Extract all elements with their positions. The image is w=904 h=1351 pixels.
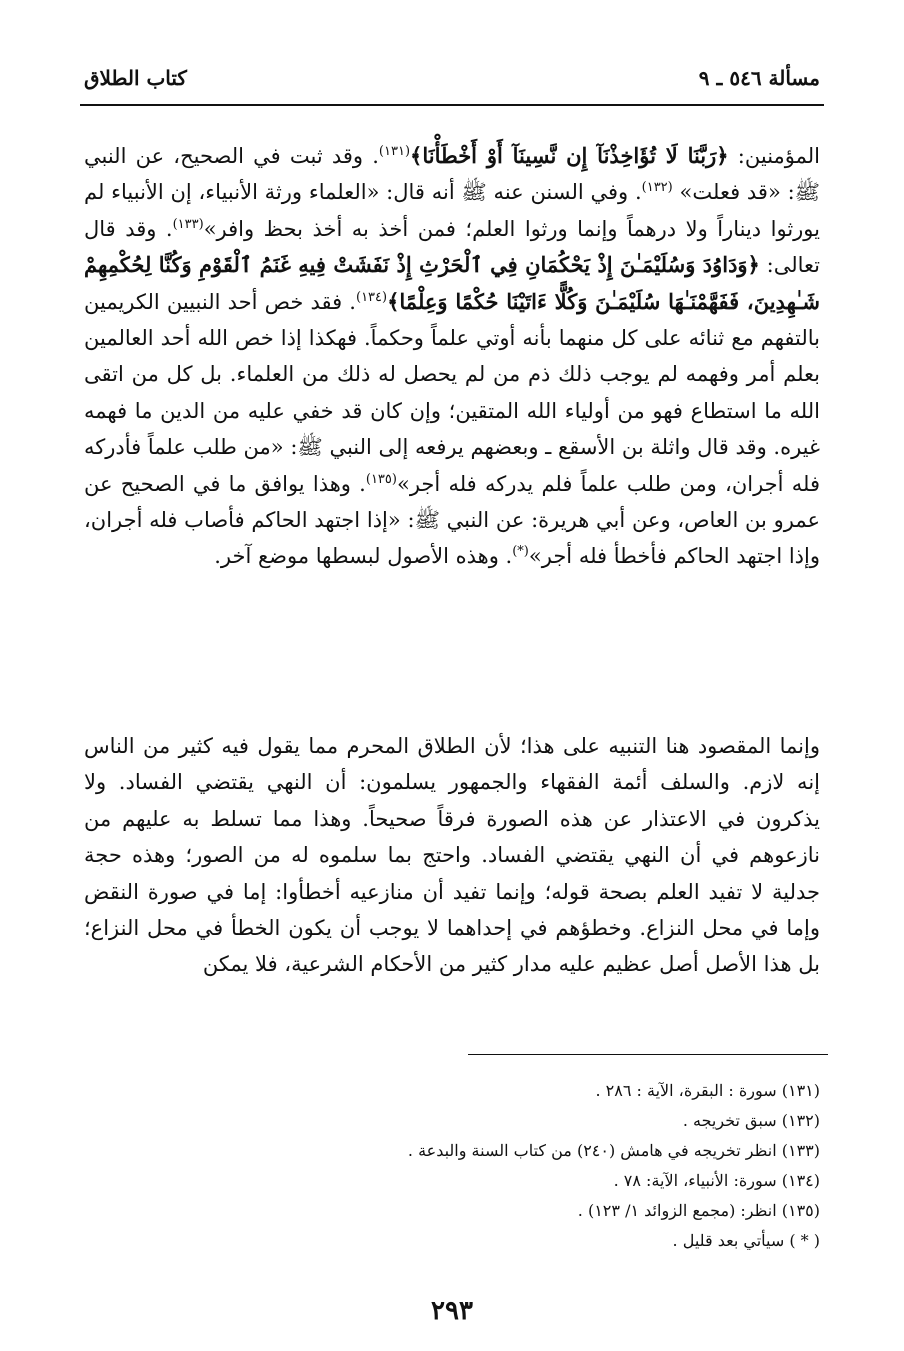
quran-verse-1: ﴿رَبَّنَا لَا تُؤَاخِذْنَآ إِن نَّسِينَآ أَوْ أَخْطَأْنَا﴾ bbox=[410, 143, 729, 168]
footnote-131: (١٣١) سورة : البقرة، الآية : ٢٨٦ . bbox=[595, 1081, 820, 1100]
quran-verse-2: ﴿وَدَاوُدَ وَسُلَيْمَـٰنَ إِذْ يَحْكُمَانِ فِي ٱلْحَرْثِ إِذْ نَفَشَتْ فِيهِ غَنَمُ ٱلْقَوْمِ وَكُنَّا لِحُكْمِهِمْ شَـٰهِدِينَ، فَفَهَّمْنَـٰهَا سُلَيْمَـٰنَ وَكُلًّا ءَاتَيْنَا حُكْمًا وَعِلْمًا﴾ bbox=[84, 252, 820, 314]
p1-text-g: . وهذه الأصول لبسطها موضع آخر. bbox=[214, 544, 513, 569]
footnote-132: (١٣٢) سبق تخريجه . bbox=[682, 1111, 820, 1130]
header-divider bbox=[80, 104, 824, 106]
running-header bbox=[84, 58, 820, 98]
body-paragraph-1 bbox=[84, 138, 820, 575]
footnote-135: (١٣٥) انظر: (مجمع الزوائد ١/ ١٢٣) . bbox=[577, 1201, 820, 1220]
footnote-ref-135: (١٣٥) bbox=[365, 471, 397, 487]
body-paragraph-2: وإنما المقصود هنا التنبيه على هذا؛ لأن الطلاق المحرم مما يقول فيه كثير من الناس إنه لازم. والسلف أئمة الفقهاء والجمهور يسلمون: أن النهي يقتضي الفساد. ولا يذكرون في الاعتذار عن هذه الصورة فرقاً صحيحاً. وهذا مما تسلط به عليهم من نازعوهم في أن النهي يقتضي الفساد. واحتج بما سلموه له من الصور؛ وهذه حجة جدلية لا تفيد العلم بصحة قوله؛ وإنما تفيد أن منازعيه أخطأوا: إما في صورة النقض وإما في محل النزاع. وخطؤهم في إحداهما لا يوجب أن يكون الخطأ في محل النزاع؛ بل هذا الأصل أصل عظيم عليه مدار كثير من الأحكام الشرعية، فلا يمكن bbox=[84, 734, 820, 977]
footnote-ref-134: (١٣٤) bbox=[355, 289, 388, 305]
footnote-divider bbox=[468, 1054, 828, 1055]
header-book-title: كتاب الطلاق bbox=[84, 66, 187, 90]
footnote-133: (١٣٣) انظر تخريجه في هامش (٢٤٠) من كتاب السنة والبدعة . bbox=[407, 1141, 820, 1160]
footnotes-list bbox=[84, 1076, 820, 1256]
footnote-ref-133: (١٣٣) bbox=[172, 216, 204, 232]
p1-text-a: المؤمنين: bbox=[728, 144, 820, 168]
p1-text-e: . فقد خص أحد النبيين الكريمين بالتفهم مع ثنائه على كل منهما بأنه أوتي علماً وحكماً. فهكذا إذا خص الله أحد العالمين بعلم أمر وفهمه لم يوجب ذلك ذم من لم يحصل له ذلك من العلماء. بل كل من اتقى الله ما استطاع فهو من أولياء الله المتقين؛ وإن كان قد خفي عليه من الدين ما فهمه غيره. وقد قال واثلة بن الأسقع ـ وبعضهم يرفعه إلى النبي ﷺ: «من طلب علماً فأدركه فله أجران، ومن طلب علماً فلم يدركه فله أجر» bbox=[84, 289, 820, 496]
page-number: ٢٩٣ bbox=[431, 1296, 473, 1326]
p1-text-b: . وقد ثبت في الصحيح، عن النبي ﷺ: «قد فعلت» bbox=[84, 144, 821, 205]
p1-text-c: . وفي السنن عنه ﷺ أنه قال: «العلماء ورثة الأنبياء، إن الأنبياء لم يورثوا ديناراً ولا درهماً وإنما ورثوا العلم؛ فمن أخذ به أخذ بحظ وافر» bbox=[84, 180, 820, 241]
p1-text-f: . وهذا يوافق ما في الصحيح عن عمرو بن العاص، وعن أبي هريرة: عن النبي ﷺ: «إذا اجتهد الحاكم فأصاب فله أجران، وإذا اجتهد الحاكم فأخطأ فله أجر» bbox=[84, 471, 820, 569]
footnote-ref-131: (١٣١) bbox=[378, 144, 411, 159]
p1-text-d: . وقد قال تعالى: bbox=[84, 216, 820, 278]
header-issue-number: مسألة ٥٤٦ ـ ٩ bbox=[698, 66, 820, 90]
footnote-ref-132: (١٣٢) bbox=[641, 180, 673, 196]
footnote-134: (١٣٤) سورة: الأنبياء، الآية: ٧٨ . bbox=[613, 1171, 820, 1190]
footnote-ref-star: (*) bbox=[512, 544, 529, 560]
footnote-star: ( * ) سيأتي بعد قليل . bbox=[672, 1231, 820, 1250]
